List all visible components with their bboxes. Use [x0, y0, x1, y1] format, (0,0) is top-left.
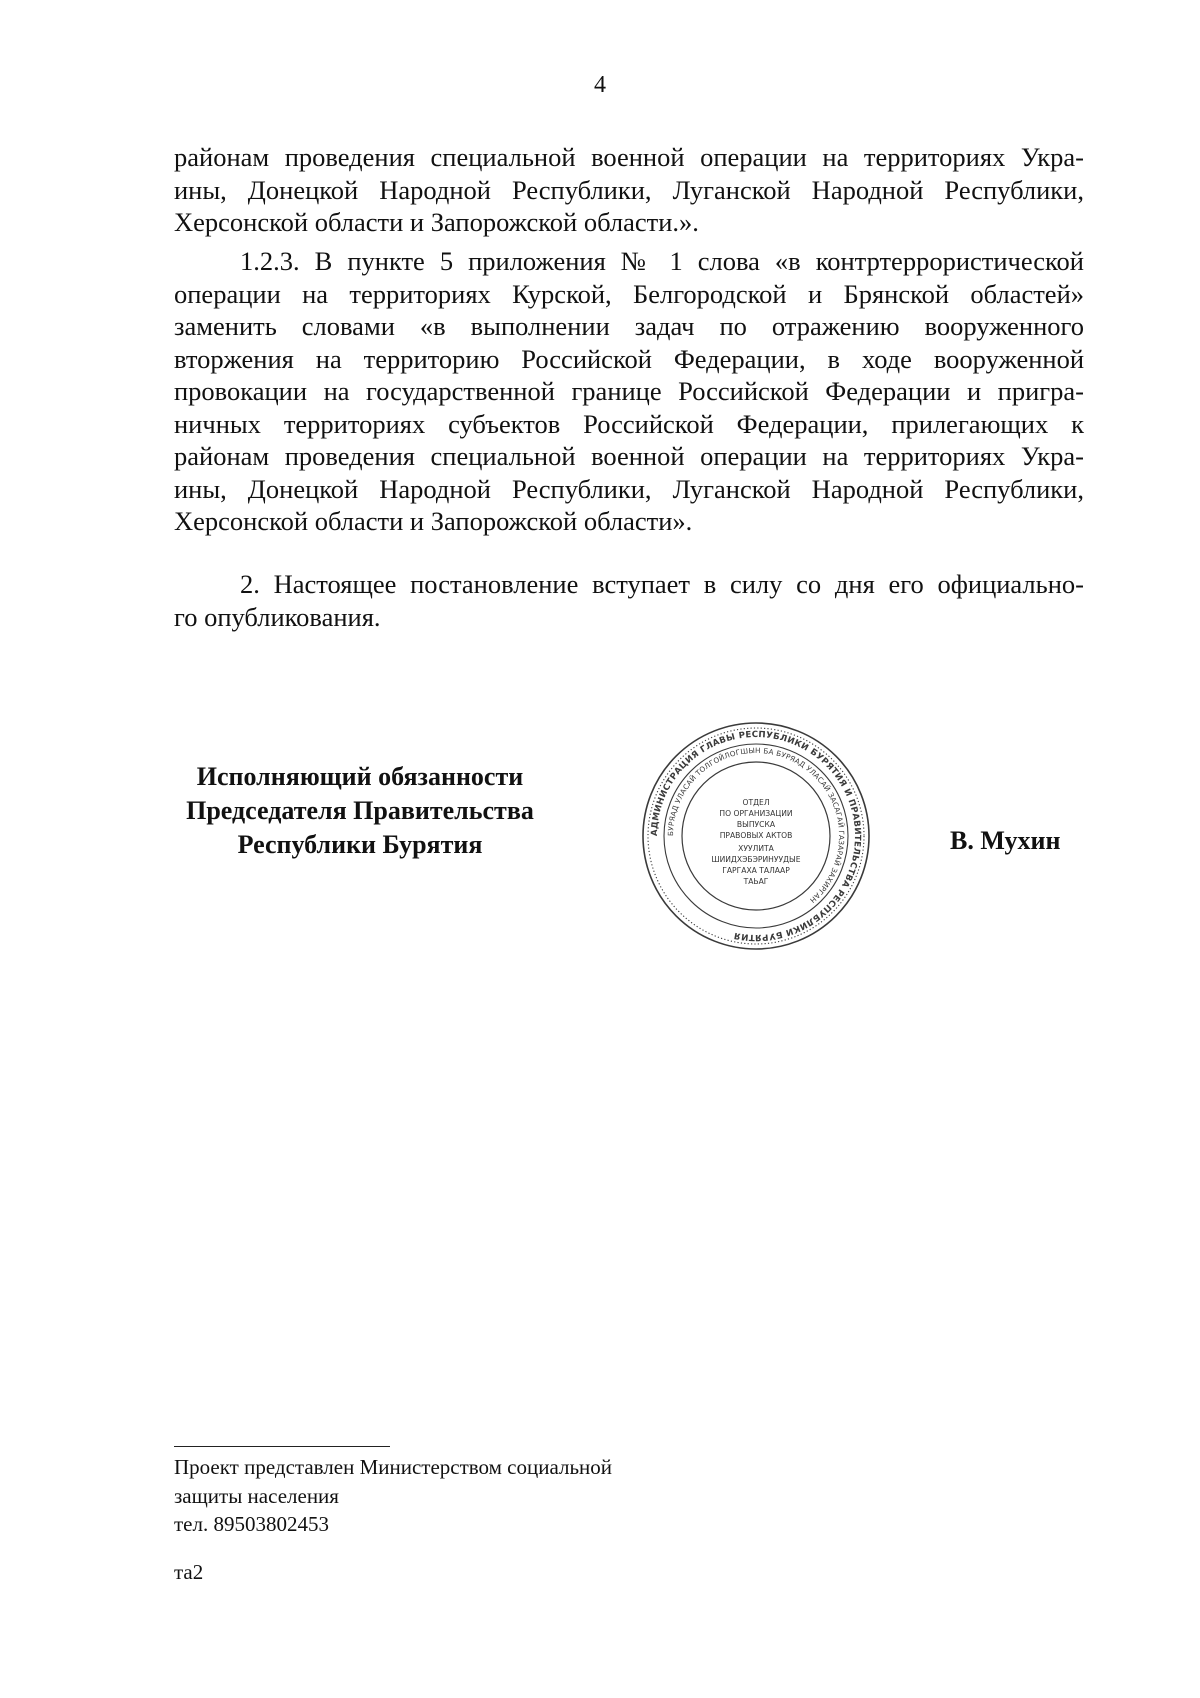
- text-line: вторжения на территорию Российской Федерации, в ходе вооруженной: [174, 343, 1084, 374]
- document-code: та2: [174, 1560, 204, 1584]
- text-line: Херсонской области и Запорожской области».: [174, 506, 693, 536]
- paragraph-item-1-2-3: [174, 245, 1084, 538]
- official-seal-icon: [640, 720, 872, 952]
- seal-center-line: ГАРГАХА ТАЛААР: [722, 866, 790, 875]
- text-line: заменить словами «в выполнении задач по отражению вооруженного: [174, 311, 1084, 341]
- text-line: районам проведения специальной военной операции на территориях Укра-: [174, 142, 1084, 172]
- paragraph-continuation: [174, 141, 1084, 239]
- text-line: 2. Настоящее постановление вступает в силу со дня его официально-: [240, 569, 1084, 599]
- page-number: 4: [594, 72, 606, 98]
- signer-position-line: Председателя Правительства: [186, 796, 534, 825]
- text-line: провокации на государственной границе Российской Федерации и пригра-: [174, 376, 1084, 406]
- text-line: 1.2.3. В пункте 5 приложения № 1 слова «в контртеррористической: [240, 246, 1084, 276]
- seal-outer-text: АДМИНИСТРАЦИЯ ГЛАВЫ РЕСПУБЛИКИ БУРЯТИЯ И ПРАВИТЕЛЬСТВА РЕСПУБЛИКИ БУРЯТИЯ: [649, 729, 863, 943]
- seal-center-line: ШИИДХЭБЭРИНУУДЫЕ: [711, 855, 801, 864]
- text-line: ины, Донецкой Народной Республики, Луганской Народной Республики,: [174, 473, 1084, 504]
- text-line: ины, Донецкой Народной Республики, Луганской Народной Республики,: [174, 174, 1084, 205]
- footnote-divider: [174, 1446, 390, 1447]
- seal-center-line: ХУУЛИТА: [738, 844, 774, 853]
- text-line: ничных территориях субъектов Российской Федерации, прилегающих к: [174, 408, 1084, 439]
- text-line: го опубликования.: [174, 601, 381, 632]
- signer-position: [150, 760, 570, 862]
- signer-position-line: Исполняющий обязанности: [196, 762, 524, 791]
- footnote-line: Проект представлен Министерством социальной: [174, 1455, 613, 1479]
- footnote: [174, 1453, 612, 1539]
- text-line: операции на территориях Курской, Белгородской и Брянской областей»: [174, 278, 1084, 309]
- seal-center-line: ПО ОРГАНИЗАЦИИ: [719, 809, 793, 818]
- signer-position-line: Республики Бурятия: [237, 830, 483, 859]
- footnote-line: защиты населения: [174, 1483, 339, 1508]
- seal-center-line: ОТДЕЛ: [742, 798, 770, 807]
- paragraph-item-2: [174, 568, 1084, 633]
- text-line: районам проведения специальной военной операции на территориях Укра-: [174, 441, 1084, 471]
- footnote-line: тел. 89503802453: [174, 1512, 329, 1536]
- text-line: Херсонской области и Запорожской области.».: [174, 207, 699, 237]
- seal-inner-text: БУРЯАД УЛАСАЙ ТОЛГОЙЛОГШЫН БА БУРЯАД УЛАСАЙ ЗАСАГАЙ ГАЗАРАЙ ЗАХИРГАН: [665, 745, 847, 905]
- seal-center-line: ВЫПУСКА: [736, 820, 776, 829]
- seal-center-line: ТАЬАГ: [743, 877, 769, 886]
- signer-name: В. Мухин: [950, 826, 1061, 855]
- seal-center-line: ПРАВОВЫХ АКТОВ: [719, 831, 793, 840]
